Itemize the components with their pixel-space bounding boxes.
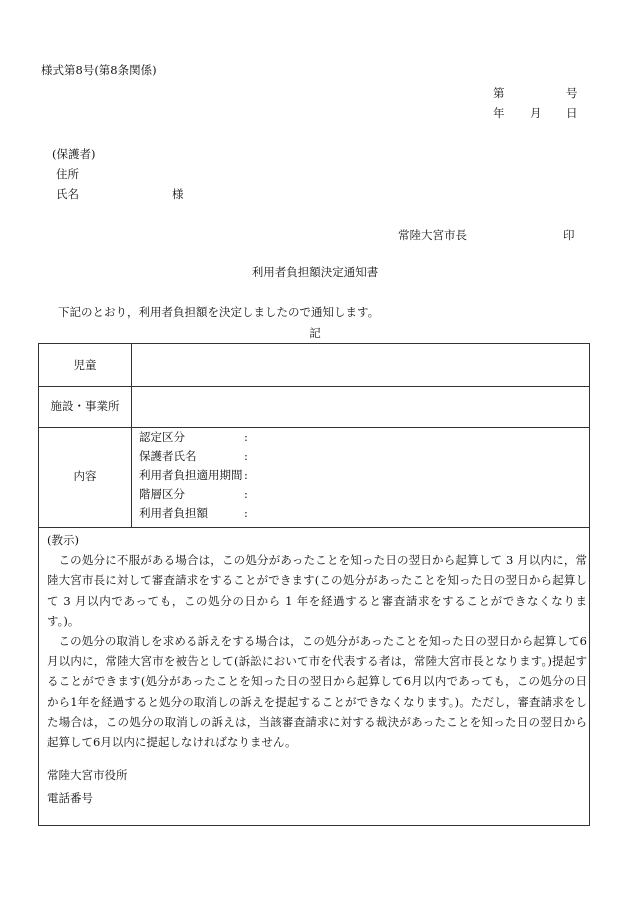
- child-label: 児童: [73, 358, 97, 372]
- doc-number-prefix: 第: [493, 86, 505, 100]
- burden-period-label: 利用者負担適用期間: [139, 468, 243, 482]
- guardian-label: (保護者): [52, 147, 96, 161]
- column-divider: [131, 344, 132, 527]
- guardian-name-label: 保護者氏名: [139, 449, 197, 463]
- date-year: 年: [493, 106, 505, 120]
- colon: :: [244, 468, 248, 482]
- content-label: 内容: [73, 469, 97, 483]
- colon: :: [244, 430, 248, 444]
- doc-number-suffix: 号: [566, 86, 578, 100]
- notice-paragraph-1: この処分に不服がある場合は，この処分があったことを知った日の翌日から起算して 3 月以内に，常陸大宮市長に対して審査請求をすることができます(この処分があったことを知った日の翌日から起算して 3 月以内であっても，この処分の日から 1 年を経過すると審査請求をすることができなくなります。)。: [47, 553, 587, 628]
- row-divider: [39, 386, 589, 387]
- burden-amount-label: 利用者負担額: [139, 506, 208, 520]
- colon: :: [244, 487, 248, 501]
- intro-text: 下記のとおり，利用者負担額を決定しましたので通知します。: [58, 305, 380, 319]
- ki-label: 記: [309, 326, 321, 340]
- phone-label: 電話番号: [47, 791, 93, 805]
- document-title: 利用者負担額決定通知書: [251, 265, 379, 279]
- date-day: 日: [566, 106, 578, 120]
- issuer-seal: 印: [563, 228, 575, 242]
- row-divider: [39, 527, 589, 528]
- address-label: 住所: [56, 167, 79, 181]
- facility-label: 施設・事業所: [50, 399, 120, 413]
- colon: :: [244, 449, 248, 463]
- issuer-name: 常陸大宮市長: [398, 228, 467, 242]
- detail-table: [38, 343, 590, 826]
- form-number: 様式第8号(第8条関係): [41, 63, 157, 77]
- office-name: 常陸大宮市役所: [47, 768, 128, 782]
- notice-paragraph-2: この処分の取消しを求める訴えをする場合は，この処分があったことを知った日の翌日から起算して6月以内に，常陸大宮市を被告として(訴訟において市を代表する者は，常陸大宮市長となります。)提起することができます(処分があったことを知った日の翌日から起算して6月以内であっても，この処分の日から1年を経過すると処分の取消しの訴えを提起することができなくなります。)。ただし，審査請求をした場合は，この処分の取消しの訴えは，当該審査請求に対する裁決があったことを知った日の翌日から起算して6月以内に提起しなければなりません。: [47, 634, 587, 750]
- row-divider: [39, 427, 589, 428]
- honorific: 様: [172, 187, 184, 201]
- name-label: 氏名: [56, 187, 79, 201]
- tier-category-label: 階層区分: [139, 487, 185, 501]
- notice-section: [47, 530, 587, 752]
- colon: :: [244, 506, 248, 520]
- certification-category-label: 認定区分: [139, 430, 185, 444]
- date-month: 月: [530, 106, 542, 120]
- notice-heading: (教示): [47, 533, 79, 547]
